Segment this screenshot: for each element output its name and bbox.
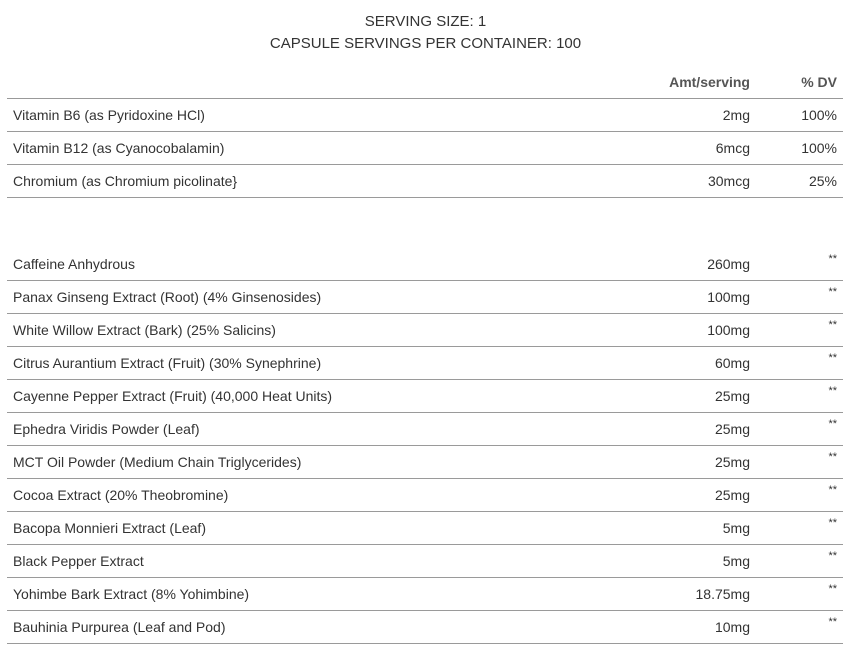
amount-per-serving: 5mg (722, 520, 750, 536)
table-row (7, 347, 843, 380)
table-row (7, 314, 843, 347)
spacer-cell (7, 198, 843, 249)
table-row (7, 132, 843, 165)
table-row (7, 446, 843, 479)
header-amount-per-serving: Amt/serving (669, 74, 750, 90)
amount-per-serving: 260mg (707, 256, 750, 272)
daily-value (750, 380, 843, 413)
amount-per-serving: 6mcg (715, 140, 750, 156)
ingredient-name: Yohimbe Bark Extract (8% Yohimbine) (13, 586, 250, 602)
table-row (7, 165, 843, 198)
daily-value-not-established: ** (828, 253, 837, 265)
table-row (7, 479, 843, 512)
daily-value-not-established: ** (828, 286, 837, 298)
amount-per-serving: 100mg (707, 322, 750, 338)
table-row (7, 512, 843, 545)
table-row (7, 413, 843, 446)
daily-value-not-established: ** (828, 418, 837, 430)
daily-value-not-established: ** (828, 451, 837, 463)
daily-value (750, 578, 843, 611)
daily-value-not-established: ** (828, 583, 837, 595)
daily-value (750, 446, 843, 479)
amount-per-serving: 5mg (722, 553, 750, 569)
ingredient-name: Caffeine Anhydrous (13, 256, 135, 272)
amount-per-serving: 2mg (722, 107, 750, 123)
daily-value-not-established: ** (828, 616, 837, 628)
ingredient-name: Vitamin B12 (as Cyanocobalamin) (13, 140, 225, 156)
table-body (7, 99, 843, 644)
daily-value (750, 314, 843, 347)
daily-value-not-established: ** (828, 352, 837, 364)
table-row (7, 380, 843, 413)
table-row (7, 578, 843, 611)
amount-per-serving: 25mg (714, 388, 750, 404)
daily-value-not-established: ** (828, 319, 837, 331)
ingredient-name: Cayenne Pepper Extract (Fruit) (40,000 Heat Units) (13, 388, 333, 404)
ingredient-name: Citrus Aurantium Extract (Fruit) (30% Synephrine) (13, 355, 322, 371)
ingredient-name: Panax Ginseng Extract (Root) (4% Ginsenosides) (13, 289, 322, 305)
ingredient-name: Ephedra Viridis Powder (Leaf) (13, 421, 200, 437)
ingredient-name: White Willow Extract (Bark) (25% Salicins) (13, 322, 276, 338)
header-ingredient (7, 66, 620, 99)
daily-value: 100% (801, 140, 837, 156)
daily-value-not-established: ** (828, 517, 837, 529)
amount-per-serving: 10mg (714, 619, 750, 635)
table-header-row (7, 66, 843, 99)
daily-value: 25% (808, 173, 837, 189)
daily-value (750, 413, 843, 446)
amount-per-serving: 100mg (707, 289, 750, 305)
ingredient-name: Cocoa Extract (20% Theobromine) (13, 487, 229, 503)
daily-value-not-established: ** (828, 385, 837, 397)
ingredient-name: Chromium (as Chromium picolinate} (13, 173, 238, 189)
servings-per-container-text: CAPSULE SERVINGS PER CONTAINER: 100 (269, 35, 582, 52)
table-row (7, 545, 843, 578)
daily-value (750, 611, 843, 644)
daily-value (750, 479, 843, 512)
serving-size-text: SERVING SIZE: 1 (364, 13, 487, 30)
daily-value-not-established: ** (828, 550, 837, 562)
amount-per-serving: 25mg (714, 454, 750, 470)
daily-value-not-established: ** (828, 484, 837, 496)
ingredient-name: Black Pepper Extract (13, 553, 144, 569)
daily-value (750, 545, 843, 578)
amount-per-serving: 25mg (714, 487, 750, 503)
ingredient-name: Bauhinia Purpurea (Leaf and Pod) (13, 619, 226, 635)
table-row (7, 281, 843, 314)
supplement-facts-table (7, 66, 843, 644)
table-row (7, 611, 843, 644)
table-row (7, 248, 843, 281)
table-row (7, 99, 843, 132)
daily-value (750, 248, 843, 281)
daily-value: 100% (801, 107, 837, 123)
section-spacer (7, 198, 843, 249)
amount-per-serving: 60mg (714, 355, 750, 371)
amount-per-serving: 25mg (714, 421, 750, 437)
daily-value (750, 281, 843, 314)
amount-per-serving: 18.75mg (695, 586, 750, 602)
daily-value (750, 512, 843, 545)
ingredient-name: Vitamin B6 (as Pyridoxine HCl) (13, 107, 205, 123)
serving-header (0, 0, 851, 55)
daily-value (750, 347, 843, 380)
ingredient-name: Bacopa Monnieri Extract (Leaf) (13, 520, 206, 536)
ingredient-name: MCT Oil Powder (Medium Chain Triglycerides) (13, 454, 302, 470)
header-daily-value: % DV (801, 74, 837, 90)
amount-per-serving: 30mcg (707, 173, 750, 189)
